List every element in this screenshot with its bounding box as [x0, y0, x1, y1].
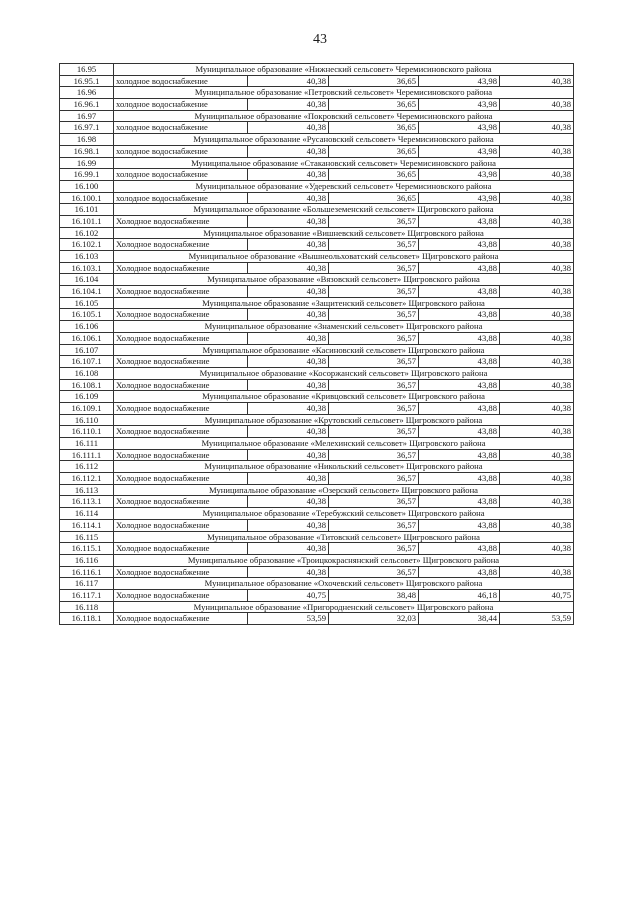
tariff-value-3: 43,88: [419, 215, 500, 227]
municipality-header-row: [60, 531, 574, 543]
municipality-title: Муниципальное образование «Нижнеский сельсовет» Черемисиновского района: [114, 64, 574, 76]
row-number: 16.108: [60, 367, 114, 379]
service-name: холодное водоснабжение: [114, 192, 248, 204]
tariff-value-3: 43,88: [419, 519, 500, 531]
row-number: 16.117: [60, 578, 114, 590]
page-number: 43: [313, 32, 327, 47]
municipality-title: Муниципальное образование «Кривцовский сельсовет» Щигровского района: [114, 391, 574, 403]
tariff-value-2: 36,57: [329, 402, 419, 414]
tariff-value-3: 43,88: [419, 449, 500, 461]
tariff-value-4: 40,38: [500, 379, 574, 391]
municipality-header-row: [60, 297, 574, 309]
service-name: Холодное водоснабжение: [114, 356, 248, 368]
tariff-value-2: 36,65: [329, 122, 419, 134]
row-number: 16.118: [60, 601, 114, 613]
tariff-value-3: 43,98: [419, 122, 500, 134]
row-number: 16.96: [60, 87, 114, 99]
municipality-title: Муниципальное образование «Стакановский сельсовет» Черемисиновского района: [114, 157, 574, 169]
tariff-value-2: 36,57: [329, 239, 419, 251]
municipality-header-row: [60, 274, 574, 286]
tariff-value-4: 40,38: [500, 519, 574, 531]
tariff-value-2: 36,57: [329, 473, 419, 485]
municipality-title: Муниципальное образование «Русановский сельсовет» Черемисиновского района: [114, 134, 574, 146]
row-number: 16.109.1: [60, 402, 114, 414]
row-number: 16.97: [60, 110, 114, 122]
municipality-header-row: [60, 227, 574, 239]
tariff-data-row: [60, 145, 574, 157]
row-number: 16.115.1: [60, 543, 114, 555]
tariff-value-2: 36,57: [329, 379, 419, 391]
tariff-value-4: 40,75: [500, 589, 574, 601]
row-number: 16.100: [60, 180, 114, 192]
row-number: 16.95.1: [60, 75, 114, 87]
municipality-title: Муниципальное образование «Знаменский сельсовет» Щигровского района: [114, 321, 574, 333]
row-number: 16.114.1: [60, 519, 114, 531]
tariff-value-2: 36,57: [329, 262, 419, 274]
row-number: 16.112.1: [60, 473, 114, 485]
municipality-title: Муниципальное образование «Троицкокраснянский сельсовет» Щигровского района: [114, 554, 574, 566]
tariff-data-row: [60, 192, 574, 204]
row-number: 16.105.1: [60, 309, 114, 321]
tariff-value-1: 40,38: [248, 122, 329, 134]
municipality-header-row: [60, 601, 574, 613]
tariff-value-2: 36,57: [329, 332, 419, 344]
tariff-value-1: 40,38: [248, 402, 329, 414]
tariff-data-row: [60, 215, 574, 227]
tariff-value-3: 43,98: [419, 75, 500, 87]
tariff-data-row: [60, 122, 574, 134]
tariff-value-3: 43,98: [419, 99, 500, 111]
municipality-header-row: [60, 180, 574, 192]
tariff-value-3: 43,88: [419, 566, 500, 578]
row-number: 16.101.1: [60, 215, 114, 227]
tariff-data-row: [60, 473, 574, 485]
service-name: холодное водоснабжение: [114, 122, 248, 134]
tariff-value-3: 43,88: [419, 496, 500, 508]
municipality-header-row: [60, 64, 574, 76]
tariff-data-row: [60, 75, 574, 87]
tariff-value-3: 46,18: [419, 589, 500, 601]
row-number: 16.107.1: [60, 356, 114, 368]
tariff-value-1: 40,38: [248, 356, 329, 368]
tariff-data-row: [60, 449, 574, 461]
row-number: 16.113.1: [60, 496, 114, 508]
tariff-data-row: [60, 426, 574, 438]
service-name: Холодное водоснабжение: [114, 496, 248, 508]
tariff-value-4: 40,38: [500, 239, 574, 251]
service-name: Холодное водоснабжение: [114, 566, 248, 578]
tariff-table: [59, 63, 574, 625]
municipality-title: Муниципальное образование «Вишневский сельсовет» Щигровского района: [114, 227, 574, 239]
tariff-value-1: 40,38: [248, 449, 329, 461]
tariff-value-4: 40,38: [500, 99, 574, 111]
row-number: 16.95: [60, 64, 114, 76]
tariff-value-1: 40,38: [248, 566, 329, 578]
tariff-data-row: [60, 332, 574, 344]
service-name: Холодное водоснабжение: [114, 215, 248, 227]
service-name: Холодное водоснабжение: [114, 379, 248, 391]
row-number: 16.103.1: [60, 262, 114, 274]
municipality-title: Муниципальное образование «Никольский сельсовет» Щигровского района: [114, 461, 574, 473]
tariff-value-4: 40,38: [500, 566, 574, 578]
tariff-value-4: 40,38: [500, 192, 574, 204]
service-name: Холодное водоснабжение: [114, 613, 248, 625]
tariff-value-3: 43,88: [419, 286, 500, 298]
tariff-value-2: 36,57: [329, 519, 419, 531]
tariff-value-2: 36,57: [329, 543, 419, 555]
tariff-value-4: 40,38: [500, 286, 574, 298]
row-number: 16.99.1: [60, 169, 114, 181]
municipality-title: Муниципальное образование «Удеревский сельсовет» Черемисиновского района: [114, 180, 574, 192]
tariff-value-3: 43,88: [419, 309, 500, 321]
tariff-value-2: 36,57: [329, 566, 419, 578]
tariff-value-4: 40,38: [500, 122, 574, 134]
tariff-value-2: 36,65: [329, 192, 419, 204]
municipality-header-row: [60, 321, 574, 333]
tariff-data-row: [60, 286, 574, 298]
tariff-value-1: 40,38: [248, 145, 329, 157]
row-number: 16.115: [60, 531, 114, 543]
row-number: 16.105: [60, 297, 114, 309]
tariff-value-3: 43,98: [419, 192, 500, 204]
tariff-value-4: 40,38: [500, 215, 574, 227]
tariff-value-1: 40,38: [248, 239, 329, 251]
municipality-title: Муниципальное образование «Покровский сельсовет» Черемисиновского района: [114, 110, 574, 122]
municipality-title: Муниципальное образование «Теребужский сельсовет» Щигровского района: [114, 508, 574, 520]
tariff-value-2: 36,57: [329, 496, 419, 508]
tariff-data-row: [60, 169, 574, 181]
tariff-value-3: 43,88: [419, 543, 500, 555]
tariff-value-2: 32,03: [329, 613, 419, 625]
tariff-data-row: [60, 402, 574, 414]
tariff-data-row: [60, 543, 574, 555]
tariff-value-2: 36,57: [329, 426, 419, 438]
tariff-data-row: [60, 262, 574, 274]
tariff-value-1: 40,38: [248, 262, 329, 274]
row-number: 16.111.1: [60, 449, 114, 461]
service-name: Холодное водоснабжение: [114, 449, 248, 461]
municipality-header-row: [60, 157, 574, 169]
municipality-header-row: [60, 134, 574, 146]
row-number: 16.113: [60, 484, 114, 496]
municipality-title: Муниципальное образование «Пригородненский сельсовет» Щигровского района: [114, 601, 574, 613]
tariff-value-2: 36,57: [329, 449, 419, 461]
municipality-header-row: [60, 438, 574, 450]
tariff-value-1: 40,38: [248, 332, 329, 344]
municipality-title: Муниципальное образование «Охочевский сельсовет» Щигровского района: [114, 578, 574, 590]
row-number: 16.109: [60, 391, 114, 403]
row-number: 16.106: [60, 321, 114, 333]
tariff-value-2: 36,65: [329, 99, 419, 111]
row-number: 16.116.1: [60, 566, 114, 578]
municipality-header-row: [60, 508, 574, 520]
tariff-data-row: [60, 309, 574, 321]
row-number: 16.102.1: [60, 239, 114, 251]
tariff-value-1: 40,38: [248, 215, 329, 227]
row-number: 16.114: [60, 508, 114, 520]
tariff-value-1: 40,38: [248, 286, 329, 298]
service-name: Холодное водоснабжение: [114, 543, 248, 555]
municipality-title: Муниципальное образование «Касиновский сельсовет» Щигровского района: [114, 344, 574, 356]
row-number: 16.112: [60, 461, 114, 473]
row-number: 16.116: [60, 554, 114, 566]
municipality-title: Муниципальное образование «Вышнеольховатский сельсовет» Щигровского района: [114, 251, 574, 263]
tariff-value-4: 40,38: [500, 473, 574, 485]
tariff-value-2: 36,57: [329, 286, 419, 298]
service-name: холодное водоснабжение: [114, 169, 248, 181]
service-name: Холодное водоснабжение: [114, 309, 248, 321]
tariff-value-2: 38,48: [329, 589, 419, 601]
row-number: 16.98: [60, 134, 114, 146]
tariff-value-3: 43,88: [419, 262, 500, 274]
row-number: 16.104: [60, 274, 114, 286]
tariff-value-4: 40,38: [500, 356, 574, 368]
tariff-value-1: 40,38: [248, 169, 329, 181]
tariff-data-row: [60, 589, 574, 601]
tariff-value-4: 40,38: [500, 543, 574, 555]
row-number: 16.118.1: [60, 613, 114, 625]
service-name: холодное водоснабжение: [114, 75, 248, 87]
tariff-value-4: 40,38: [500, 496, 574, 508]
tariff-data-row: [60, 239, 574, 251]
tariff-value-4: 40,38: [500, 262, 574, 274]
row-number: 16.111: [60, 438, 114, 450]
municipality-header-row: [60, 110, 574, 122]
municipality-header-row: [60, 344, 574, 356]
tariff-value-1: 53,59: [248, 613, 329, 625]
tariff-value-1: 40,38: [248, 519, 329, 531]
municipality-header-row: [60, 87, 574, 99]
municipality-header-row: [60, 484, 574, 496]
row-number: 16.108.1: [60, 379, 114, 391]
service-name: Холодное водоснабжение: [114, 589, 248, 601]
tariff-value-2: 36,57: [329, 309, 419, 321]
tariff-value-1: 40,38: [248, 496, 329, 508]
municipality-title: Муниципальное образование «Мелехинский сельсовет» Щигровского района: [114, 438, 574, 450]
service-name: Холодное водоснабжение: [114, 402, 248, 414]
tariff-value-1: 40,38: [248, 309, 329, 321]
row-number: 16.99: [60, 157, 114, 169]
service-name: холодное водоснабжение: [114, 145, 248, 157]
municipality-header-row: [60, 414, 574, 426]
tariff-value-1: 40,38: [248, 99, 329, 111]
tariff-value-1: 40,38: [248, 473, 329, 485]
tariff-value-4: 40,38: [500, 332, 574, 344]
municipality-header-row: [60, 204, 574, 216]
tariff-value-2: 36,65: [329, 169, 419, 181]
tariff-value-2: 36,57: [329, 215, 419, 227]
tariff-value-4: 40,38: [500, 402, 574, 414]
municipality-header-row: [60, 367, 574, 379]
tariff-value-1: 40,38: [248, 75, 329, 87]
municipality-header-row: [60, 251, 574, 263]
row-number: 16.97.1: [60, 122, 114, 134]
row-number: 16.106.1: [60, 332, 114, 344]
municipality-header-row: [60, 578, 574, 590]
tariff-value-3: 43,98: [419, 169, 500, 181]
tariff-value-4: 40,38: [500, 449, 574, 461]
row-number: 16.117.1: [60, 589, 114, 601]
row-number: 16.107: [60, 344, 114, 356]
tariff-value-4: 40,38: [500, 309, 574, 321]
row-number: 16.100.1: [60, 192, 114, 204]
tariff-value-3: 43,88: [419, 332, 500, 344]
tariff-value-3: 38,44: [419, 613, 500, 625]
tariff-data-row: [60, 356, 574, 368]
row-number: 16.103: [60, 251, 114, 263]
tariff-value-1: 40,75: [248, 589, 329, 601]
tariff-value-4: 40,38: [500, 426, 574, 438]
tariff-data-row: [60, 519, 574, 531]
tariff-value-3: 43,88: [419, 426, 500, 438]
tariff-value-3: 43,88: [419, 473, 500, 485]
service-name: Холодное водоснабжение: [114, 286, 248, 298]
row-number: 16.110: [60, 414, 114, 426]
municipality-title: Муниципальное образование «Косоржанский сельсовет» Щигровского района: [114, 367, 574, 379]
tariff-data-row: [60, 496, 574, 508]
service-name: Холодное водоснабжение: [114, 473, 248, 485]
municipality-header-row: [60, 461, 574, 473]
tariff-value-3: 43,88: [419, 402, 500, 414]
row-number: 16.98.1: [60, 145, 114, 157]
municipality-title: Муниципальное образование «Защитенский сельсовет» Щигровского района: [114, 297, 574, 309]
municipality-title: Муниципальное образование «Петровский сельсовет» Черемисиновского района: [114, 87, 574, 99]
tariff-table-body: [60, 64, 574, 625]
service-name: Холодное водоснабжение: [114, 332, 248, 344]
tariff-value-4: 40,38: [500, 75, 574, 87]
tariff-value-4: 40,38: [500, 169, 574, 181]
tariff-value-2: 36,65: [329, 145, 419, 157]
municipality-title: Муниципальное образование «Титовский сельсовет» Щигровского района: [114, 531, 574, 543]
tariff-value-1: 40,38: [248, 379, 329, 391]
municipality-title: Муниципальное образование «Вязовский сельсовет» Щигровского района: [114, 274, 574, 286]
tariff-data-row: [60, 613, 574, 625]
municipality-header-row: [60, 391, 574, 403]
tariff-value-1: 40,38: [248, 543, 329, 555]
municipality-title: Муниципальное образование «Большеземенский сельсовет» Щигровского района: [114, 204, 574, 216]
service-name: холодное водоснабжение: [114, 99, 248, 111]
row-number: 16.104.1: [60, 286, 114, 298]
row-number: 16.101: [60, 204, 114, 216]
row-number: 16.96.1: [60, 99, 114, 111]
tariff-value-4: 53,59: [500, 613, 574, 625]
municipality-header-row: [60, 554, 574, 566]
municipality-title: Муниципальное образование «Крутовский сельсовет» Щигровского района: [114, 414, 574, 426]
row-number: 16.110.1: [60, 426, 114, 438]
service-name: Холодное водоснабжение: [114, 426, 248, 438]
service-name: Холодное водоснабжение: [114, 239, 248, 251]
tariff-data-row: [60, 379, 574, 391]
tariff-data-row: [60, 99, 574, 111]
municipality-title: Муниципальное образование «Озерский сельсовет» Щигровского района: [114, 484, 574, 496]
tariff-value-1: 40,38: [248, 192, 329, 204]
tariff-data-row: [60, 566, 574, 578]
tariff-value-3: 43,98: [419, 145, 500, 157]
tariff-value-1: 40,38: [248, 426, 329, 438]
row-number: 16.102: [60, 227, 114, 239]
tariff-value-2: 36,57: [329, 356, 419, 368]
service-name: Холодное водоснабжение: [114, 519, 248, 531]
tariff-value-4: 40,38: [500, 145, 574, 157]
tariff-value-2: 36,65: [329, 75, 419, 87]
tariff-value-3: 43,88: [419, 379, 500, 391]
tariff-value-3: 43,88: [419, 239, 500, 251]
tariff-value-3: 43,88: [419, 356, 500, 368]
service-name: Холодное водоснабжение: [114, 262, 248, 274]
